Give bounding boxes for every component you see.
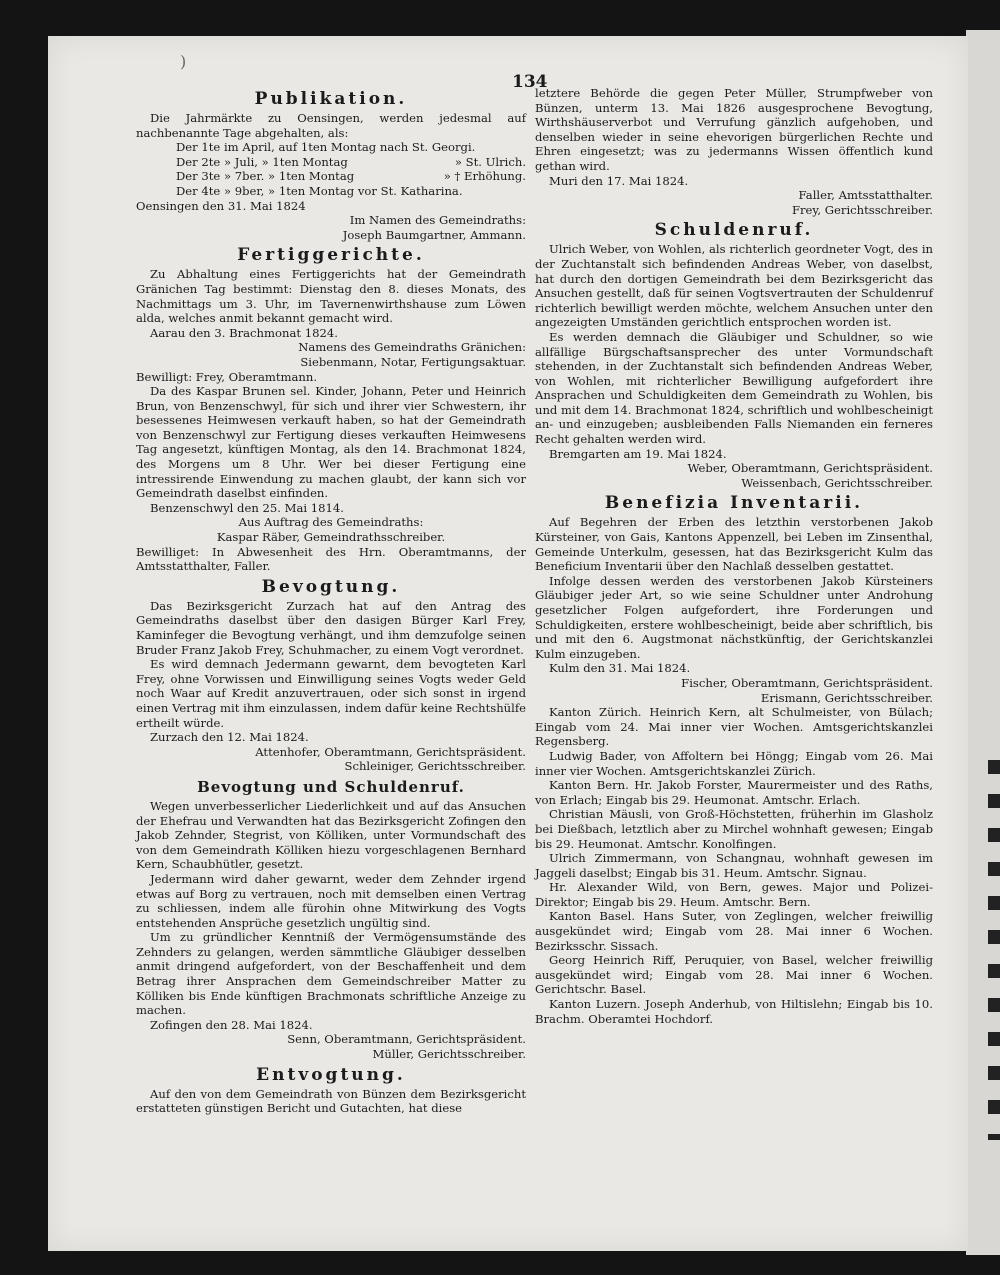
heading-bevogtung: Bevogtung. — [261, 576, 401, 597]
signature: Weissenbach, Gerichtsschreiber. — [741, 475, 933, 490]
list-item: Georg Heinrich Riff, Peruquier, von Basel, welcher freiwillig ausgekündet wird; Eingab vom 28. Mai inner 6 Wochen. Gerichtschr. Basel. — [535, 953, 933, 997]
signature: Kaspar Räber, Gemeindrathsschreiber. — [216, 530, 446, 545]
list-item: Ulrich Zimmermann, von Schangnau, wohnhaft gewesen im Jaggeli daselbst; Eingab bis 31. Heum. Amtschr. Signau. — [535, 851, 933, 880]
market-row: Der 1te im April, auf 1ten Montag nach St. Georgi. — [176, 140, 476, 155]
signature: Joseph Baumgartner, Ammann. — [342, 227, 526, 242]
paragraph: Da des Kaspar Brunen sel. Kinder, Johann, Peter und Heinrich Brun, von Benzenschwyl, für sich und ihrer vier Schwestern, ihr besessenes Heimwesen verkauft haben, so hat der Gemeindrath von Benzenschwyl zur Fertigung dieses verkauften Heimwesens Tag angesetzt, künftigen Montag, als den 14. Brachmonat 1824, des Morgens um 8 Uhr. Wer bei dieser Fertigung eine intressirende Einwendung zu machen glaubt, der kann sich vor Gemeindrath daselbst einfinden. — [136, 384, 526, 501]
paragraph: letztere Behörde die gegen Peter Müller, Strumpfweber von Bünzen, unterm 13. Mai 1826 ausgesprochene Bevogtung, Wirthshäuserverbot und Verrufung gänzlich aufgehoben, und denselben wieder in seine ehevorigen bürgerlichen Rechte und Ehren eingesetzt; was zu jedermanns Wissen öffentlich kund gethan wird. — [535, 86, 933, 173]
list-item: Christian Mäusli, von Groß-Höchstetten, früherhin im Glasholz bei Dießbach, letztlich aber zu Mirchel wohnhaft gewesen; Eingab bis 29. Heumonat. Amtschr. Konolfingen. — [535, 807, 933, 851]
paragraph: Auf den von dem Gemeindrath von Bünzen dem Bezirksgericht erstatteten günstigen Bericht und Gutachten, hat diese — [136, 1086, 526, 1116]
facing-page-text-edge — [988, 760, 1000, 1140]
market-row: Der 2te » Juli, » 1ten Montag » St. Ulrich. — [176, 154, 526, 169]
list-item: Kanton Basel. Hans Suter, von Zeglingen, welcher freiwillig ausgekündet wird; Eingab vom 28. Mai inner 6 Wochen. Bezirksschr. Sissach. — [535, 909, 933, 953]
market-row: Der 4te » 9ber, » 1ten Montag vor St. Katharina. — [176, 183, 463, 198]
date-line: Bremgarten am 19. Mai 1824. — [549, 446, 727, 461]
date-line: Oensingen den 31. Mai 1824 — [136, 198, 306, 213]
signature: Aus Auftrag des Gemeindraths: — [238, 515, 424, 530]
market-row: Der 3te » 7ber. » 1ten Montag » † Erhöhung. — [176, 169, 526, 184]
list-item: Kanton Zürich. Heinrich Kern, alt Schulmeister, von Bülach; Eingab vom 24. Mai inner vier Wochen. Amtsgerichtskanzlei Regensberg. — [535, 705, 933, 749]
paragraph: Das Bezirksgericht Zurzach hat auf den Antrag des Gemeindraths daselbst über den dasigen Bürger Karl Frey, Kaminfeger die Bevogtung verhängt, und ihm demzufolge seinen Bruder Franz Jakob Frey, Schuhmacher, zu einem Vogt verordnet. — [136, 598, 526, 657]
signature: Im Namen des Gemeindraths: — [349, 213, 526, 228]
signature: Fischer, Oberamtmann, Gerichtspräsident. — [681, 675, 933, 690]
signature: Faller, Amtsstatthalter. — [798, 188, 933, 203]
paragraph: Ulrich Weber, von Wohlen, als richterlich geordneter Vogt, des in der Zuchtanstalt sich befindenden Andreas Weber, von daselbst, hat durch den dortigen Gemeindrath bei dem Bezirksgericht das Ansuchen gestellt, daß für seinen Vogtsvertrauten der Schuldenruf richterlich bewilligt werden möchte, welchem Ansuchen unter den angezeigten Umständen gerichtlich entsprochen worden ist. — [535, 242, 933, 330]
list-item: Ludwig Bader, von Affoltern bei Höngg; Eingab vom 26. Mai inner vier Wochen. Amtsgerichtskanzlei Zürich. — [535, 748, 933, 778]
approval-line: Bewilliget: In Abwesenheit des Hrn. Oberamtmanns, der Amtsstatthalter, Faller. — [136, 544, 526, 574]
signature: Siebenmann, Notar, Fertigungsaktuar. — [300, 354, 526, 369]
paragraph: Es werden demnach die Gläubiger und Schuldner, so wie allfällige Bürgschaftsansprecher des unter Vormundschaft stehenden, in der Zuchtanstalt sich befindenden Andreas Weber, von Wohlen, mit richterlicher Bewilligung aufgefordert ihre Ansprachen und Schuldigkeiten dem Gemeindrath zu Wohlen, bis und mit dem 14. Brachmonat 1824, schriftlich und wohlbescheinigt an- und einzugeben; ausbleibenden Falls Niemanden ein ferneres Recht gehalten werden wird. — [535, 329, 933, 447]
heading-entvogtung: Entvogtung. — [256, 1064, 406, 1085]
paragraph: Zu Abhaltung eines Fertiggerichts hat der Gemeindrath Gränichen Tag bestimmt: Dienstag den 8. dieses Monats, des Nachmittags um 3. Uhr, im Tavernenwirthshause zum Löwen alda, welches anmit bekannt gemacht wird. — [136, 267, 526, 326]
paragraph: Die Jahrmärkte zu Oensingen, werden jedesmal auf nachbenannte Tage abgehalten, als: — [136, 111, 526, 140]
paragraph: Auf Begehren der Erben des letzthin verstorbenen Jakob Kürsteiner, von Gais, Kantons Appenzell, bei Leben im Zinsenthal, Gemeinde Unterkulm, gesessen, hat das Bezirksgericht Kulm das Beneficium Inventarii über den Nachlaß desselben gestattet. — [535, 515, 933, 574]
signature: Erismann, Gerichtsschreiber. — [760, 690, 933, 705]
page-number: 134 — [512, 72, 548, 92]
paragraph: Um zu gründlicher Kenntniß der Vermögensumstände des Zehnders zu gelangen, werden sämmtliche Gläubiger desselben anmit dringend aufgefordert, von der Beschaffenheit und dem Betrag ihrer Ansprachen dem Gemeindschreiber Matter zu Kölliken bis Ende künftigen Brachmonats schriftliche Anzeige zu machen. — [136, 930, 526, 1018]
signature: Schleiniger, Gerichtsschreiber. — [344, 759, 526, 774]
signature: Senn, Oberamtmann, Gerichtspräsident. — [287, 1032, 526, 1047]
right-column — [535, 86, 933, 1026]
approval-line: Bewilligt: Frey, Oberamtmann. — [136, 369, 318, 384]
list-item: Kanton Luzern. Joseph Anderhub, von Hiltislehn; Eingab bis 10. Brachm. Oberamtei Hochdorf. — [535, 997, 933, 1026]
date-line: Zofingen den 28. Mai 1824. — [150, 1017, 313, 1032]
heading-schuldenruf: Schuldenruf. — [654, 220, 814, 241]
paragraph: Wegen unverbesserlicher Liederlichkeit und auf das Ansuchen der Ehefrau und Verwandten hat das Bezirksgericht Zofingen den Jakob Zehnder, Stegrist, von Kölliken, unter Vormundschaft des von dem Gemeindrath Kölliken hiezu vorgeschlagenen Bernhard Kern, Schaubhütler, gesetzt. — [136, 798, 526, 872]
signature: Namens des Gemeindraths Gränichen: — [298, 340, 526, 355]
date-line: Benzenschwyl den 25. Mai 1814. — [150, 500, 344, 515]
margin-mark: ) — [180, 52, 187, 71]
date-line: Kulm den 31. Mai 1824. — [549, 661, 691, 676]
heading-bevogtung-schuldenruf: Bevogtung und Schuldenruf. — [197, 777, 465, 796]
date-line: Muri den 17. Mai 1824. — [549, 173, 689, 188]
paragraph: Es wird demnach Jedermann gewarnt, dem bevogteten Karl Frey, ohne Vorwissen und Einwilligung seines Vogts weder Geld noch Waar auf Kredit anzuvertrauen, oder sich sonst in irgend einen Vertrag mit ihm einzulassen, indem dafür keine Rechtshülfe ertheilt würde. — [136, 657, 526, 730]
paragraph: Jedermann wird daher gewarnt, weder dem Zehnder irgend etwas auf Borg zu vertrauen, noch mit demselben einen Vertrag zu schliessen, indem alle fürohin ohne Mitwirkung des Vogts entstehenden Ansprüche gesetzlich ungültig sind. — [136, 871, 526, 930]
signature: Attenhofer, Oberamtmann, Gerichtspräsident. — [255, 744, 526, 759]
list-item: Hr. Alexander Wild, von Bern, gewes. Major und Polizei-Direktor; Eingab bis 29. Heum. Amtschr. Bern. — [535, 880, 933, 909]
date-line: Aarau den 3. Brachmonat 1824. — [150, 325, 338, 340]
heading-benefizia-inventarii: Benefizia Inventarii. — [604, 493, 864, 514]
left-column — [136, 86, 526, 1116]
date-line: Zurzach den 12. Mai 1824. — [150, 730, 309, 745]
heading-publikation: Publikation. — [254, 89, 408, 109]
heading-fertiggerichte: Fertiggerichte. — [237, 245, 425, 266]
signature: Weber, Oberamtmann, Gerichtspräsident. — [687, 461, 933, 476]
signature: Frey, Gerichtsschreiber. — [791, 202, 933, 217]
list-item: Kanton Bern. Hr. Jakob Forster, Maurermeister und des Raths, von Erlach; Eingab bis 29. Heumonat. Amtschr. Erlach. — [535, 778, 933, 807]
signature: Müller, Gerichtsschreiber. — [372, 1047, 526, 1062]
paragraph: Infolge dessen werden des verstorbenen Jakob Kürsteiners Gläubiger jeder Art, so wie seine Schuldner unter Androhung gesetzlicher Folgen aufgefordert, ihre Forderungen und Schuldigkeiten, erstere wohlbescheinigt, beide aber schriftlich, bis und mit den 6. Augstmonat nächstkünftig, der Gerichtskanzlei Kulm einzugeben. — [535, 573, 933, 661]
